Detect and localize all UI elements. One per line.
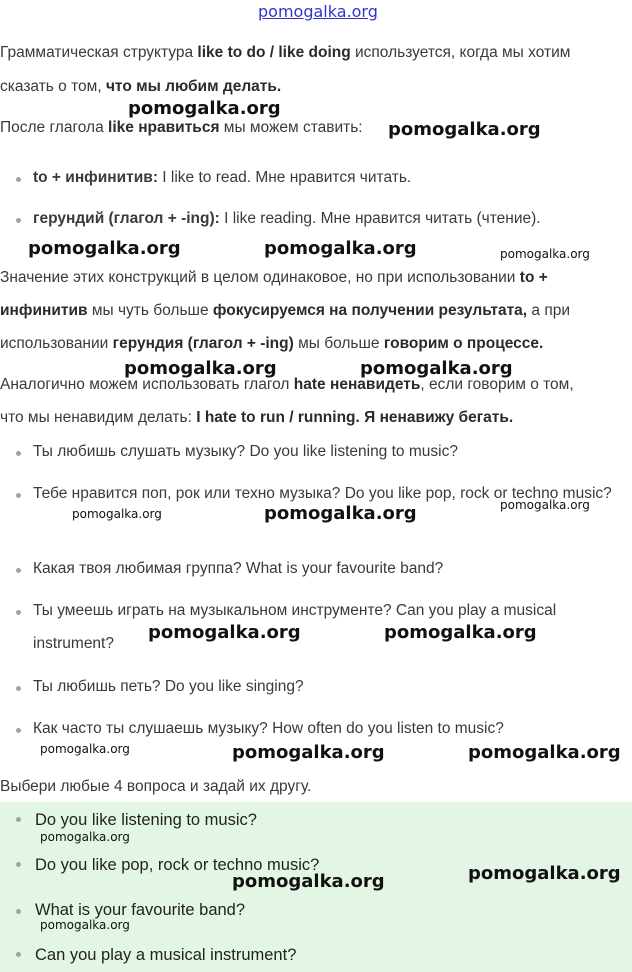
bullet [16, 686, 21, 691]
watermark: pomogalka.org [384, 622, 537, 643]
question-item: Ты любишь слушать музыку? Do you like listening to music? [33, 443, 458, 460]
watermark: pomogalka.org [500, 498, 590, 512]
watermark: pomogalka.org [28, 238, 181, 259]
question-item: Ты умеешь играть на музыкальном инструменте? Can you play a musical instrument? [33, 602, 557, 652]
watermark: pomogalka.org [468, 863, 621, 884]
bullet [16, 568, 21, 573]
task-text: Выбери любые 4 вопроса и задай их другу. [0, 778, 312, 795]
watermark: pomogalka.org [40, 918, 130, 932]
bullet [16, 862, 21, 867]
question-item: Как часто ты слушаешь музыку? How often do you listen to music? [33, 720, 504, 737]
watermark: pomogalka.org [360, 358, 513, 379]
watermark: pomogalka.org [72, 507, 162, 521]
bullet [16, 493, 21, 498]
form-item-2: герундий (глагол + -ing): I like reading. Мне нравится читать (чтение). [33, 210, 541, 227]
bullet [16, 610, 21, 615]
bullet [16, 952, 21, 957]
bullet [16, 177, 21, 182]
bullet [16, 909, 21, 914]
meaning-line-2: инфинитив мы чуть больше фокусируемся на получении результата, а при [0, 302, 570, 319]
intro-line-3: После глагола like нравиться мы можем ставить: [0, 119, 363, 136]
meaning-line-1: Значение этих конструкций в целом одинаковое, но при использовании to + [0, 269, 548, 286]
bullet [16, 817, 21, 822]
watermark: pomogalka.org [264, 238, 417, 259]
question-item: Ты любишь петь? Do you like singing? [33, 678, 304, 695]
form-item-1: to + инфинитив: I like to read. Мне нравится читать. [33, 169, 412, 186]
meaning-line-5: что мы ненавидим делать: I hate to run / running. Я ненавижу бегать. [0, 409, 514, 426]
watermark: pomogalka.org [232, 871, 385, 892]
watermark: pomogalka.org [148, 622, 301, 643]
watermark: pomogalka.org [40, 742, 130, 756]
intro-line-1: Грамматическая структура like to do / like doing используется, когда мы хотим [0, 44, 571, 61]
watermark-top: pomogalka.org [258, 2, 378, 21]
watermark: pomogalka.org [232, 742, 385, 763]
bullet [16, 218, 21, 223]
answer-item: What is your favourite band? [35, 901, 246, 919]
watermark: pomogalka.org [468, 742, 621, 763]
watermark: pomogalka.org [124, 358, 277, 379]
watermark: pomogalka.org [388, 119, 541, 140]
meaning-line-4: Аналогично можем использовать глагол hate ненавидеть, если говорим о том, [0, 376, 574, 393]
bullet [16, 728, 21, 733]
answer-item: Do you like listening to music? [35, 811, 257, 829]
question-item: Тебе нравится поп, рок или техно музыка? Do you like pop, rock or techno music? [33, 485, 612, 502]
answer-item: Do you like pop, rock or techno music? [35, 856, 320, 874]
watermark: pomogalka.org [500, 247, 590, 261]
watermark: pomogalka.org [264, 503, 417, 524]
watermark: pomogalka.org [128, 98, 281, 119]
answer-item: Can you play a musical instrument? [35, 946, 297, 964]
meaning-line-3: использовании герундия (глагол + -ing) мы больше говорим о процессе. [0, 335, 544, 352]
intro-line-2: сказать о том, что мы любим делать. [0, 78, 282, 95]
watermark: pomogalka.org [40, 830, 130, 844]
bullet [16, 451, 21, 456]
question-item: Какая твоя любимая группа? What is your favourite band? [33, 560, 444, 577]
